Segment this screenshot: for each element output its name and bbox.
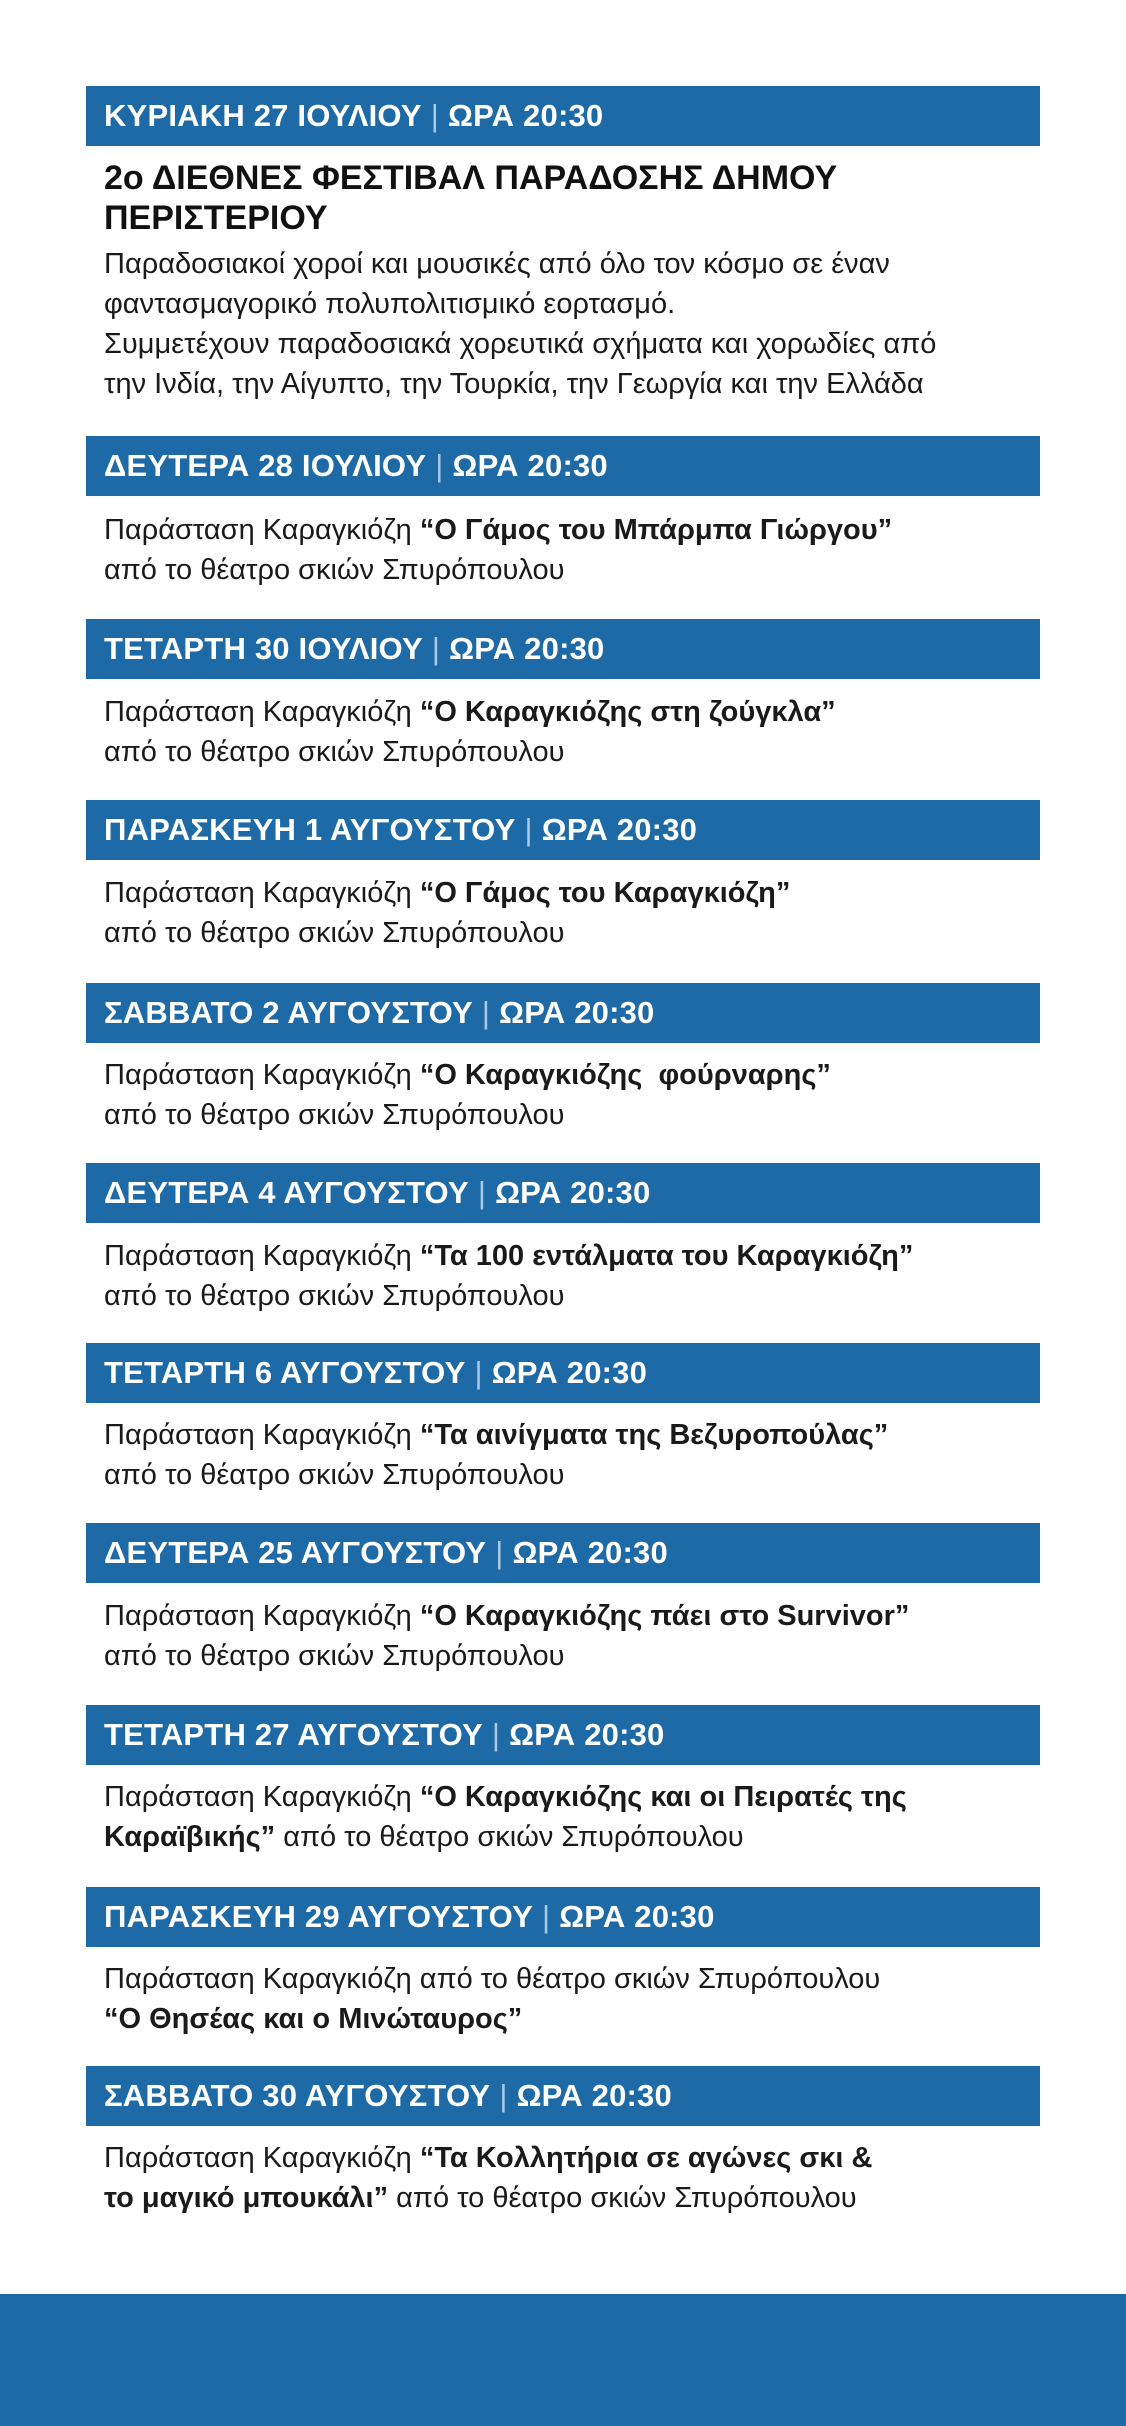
event-description — [104, 1055, 1034, 1135]
show-title: “Ο Καραγκιόζης στη ζούγκλα” — [419, 696, 836, 728]
event-intro-venue: Παράσταση Καραγκιόζη από το θέατρο σκιών Σπυρόπουλου — [104, 1963, 881, 1995]
show-title: “Ο Καραγκιόζης πάει στο Survivor” — [419, 1600, 910, 1632]
event-date: ΔΕΥΤΕΡΑ 25 ΑΥΓΟΥΣΤΟΥ — [104, 1535, 487, 1570]
event-time: ΩΡΑ 20:30 — [516, 2078, 672, 2113]
event-venue: από το θέατρο σκιών Σπυρόπουλου — [104, 1640, 565, 1672]
event-time: ΩΡΑ 20:30 — [541, 812, 698, 847]
event-header — [86, 1523, 1040, 1583]
footer-band — [0, 2294, 1126, 2426]
event-time: ΩΡΑ 20:30 — [512, 1535, 668, 1570]
event-venue: από το θέατρο σκιών Σπυρόπουλου — [104, 1099, 565, 1131]
event-header — [86, 1343, 1040, 1403]
event-intro: Παράσταση Καραγκιόζη — [104, 2142, 420, 2174]
event-date: ΚΥΡΙΑΚΗ 27 ΙΟΥΛΙΟΥ — [104, 98, 422, 133]
festival-title — [104, 158, 1034, 238]
show-title-line1: “Ο Καραγκιόζης και οι Πειρατές της — [419, 1781, 907, 1813]
show-title: “Τα 100 εντάλματα του Καραγκιόζη” — [419, 1240, 914, 1272]
event-date: ΣΑΒΒΑΤΟ 30 ΑΥΓΟΥΣΤΟΥ — [104, 2078, 491, 2113]
event-date: ΔΕΥΤΕΡΑ 28 ΙΟΥΛΙΟΥ — [104, 448, 427, 483]
event-description — [104, 510, 1034, 590]
event-venue: από το θέατρο σκιών Σπυρόπουλου — [104, 736, 565, 768]
event-date: ΤΕΤΑΡΤΗ 27 ΑΥΓΟΥΣΤΟΥ — [104, 1717, 483, 1752]
separator: | — [430, 98, 440, 133]
event-time: ΩΡΑ 20:30 — [452, 448, 608, 483]
event-description — [104, 1236, 1034, 1316]
event-time: ΩΡΑ 20:30 — [495, 1175, 651, 1210]
event-header — [86, 1887, 1040, 1947]
event-description — [104, 1596, 1034, 1676]
show-title: “Ο Θησέας και ο Μινώταυρος” — [104, 2003, 523, 2035]
event-intro: Παράσταση Καραγκιόζη — [104, 877, 420, 909]
event-time: ΩΡΑ 20:30 — [499, 995, 655, 1030]
event-header — [86, 619, 1040, 679]
event-description — [104, 1959, 1034, 2039]
festival-desc-line: Παραδοσιακοί χοροί και μουσικές από όλο τον κόσμο σε έναν — [104, 248, 890, 280]
show-title: “Ο Γάμος του Μπάρμπα Γιώργου” — [419, 514, 893, 546]
festival-desc-line: την Ινδία, την Αίγυπτο, την Τουρκία, την Γεωργία και την Ελλάδα — [104, 368, 924, 400]
event-header — [86, 1163, 1040, 1223]
event-intro: Παράσταση Καραγκιόζη — [104, 514, 420, 546]
event-venue: από το θέατρο σκιών Σπυρόπουλου — [388, 2182, 857, 2214]
event-venue: από το θέατρο σκιών Σπυρόπουλου — [104, 1280, 565, 1312]
festival-title-line1: 2ο ΔΙΕΘΝΕΣ ΦΕΣΤΙΒΑΛ ΠΑΡΑΔΟΣΗΣ ΔΗΜΟΥ — [104, 159, 838, 197]
event-header — [86, 1705, 1040, 1765]
separator: | — [499, 2078, 508, 2113]
show-title: “Ο Γάμος του Καραγκιόζη” — [419, 877, 791, 909]
event-description — [104, 1415, 1034, 1495]
event-venue: από το θέατρο σκιών Σπυρόπουλου — [104, 554, 565, 586]
event-venue: από το θέατρο σκιών Σπυρόπουλου — [104, 917, 565, 949]
separator: | — [495, 1535, 504, 1570]
event-description — [104, 873, 1034, 953]
event-intro: Παράσταση Καραγκιόζη — [104, 1059, 420, 1091]
festival-desc-line: Συμμετέχουν παραδοσιακά χορευτικά σχήματα και χορωδίες από — [104, 328, 937, 360]
separator: | — [524, 812, 533, 847]
event-header — [86, 983, 1040, 1043]
event-description — [104, 692, 1034, 772]
event-venue: από το θέατρο σκιών Σπυρόπουλου — [275, 1821, 744, 1853]
show-title: “Ο Καραγκιόζης φούρναρης” — [419, 1059, 831, 1091]
event-date: ΠΑΡΑΣΚΕΥΗ 29 ΑΥΓΟΥΣΤΟΥ — [104, 1899, 533, 1934]
event-date: ΤΕΤΑΡΤΗ 6 ΑΥΓΟΥΣΤΟΥ — [104, 1355, 466, 1390]
event-header — [86, 436, 1040, 496]
show-title-line1: “Τα Κολλητήρια σε αγώνες σκι & — [419, 2142, 873, 2174]
separator: | — [481, 995, 491, 1030]
event-intro: Παράσταση Καραγκιόζη — [104, 1240, 420, 1272]
event-intro: Παράσταση Καραγκιόζη — [104, 1419, 420, 1451]
show-title-line2: Καραϊβικής” — [104, 1821, 276, 1853]
event-intro: Παράσταση Καραγκιόζη — [104, 1781, 420, 1813]
event-time: ΩΡΑ 20:30 — [509, 1717, 665, 1752]
event-date: ΔΕΥΤΕΡΑ 4 ΑΥΓΟΥΣΤΟΥ — [104, 1175, 469, 1210]
event-time: ΩΡΑ 20:30 — [559, 1899, 715, 1934]
event-header — [86, 800, 1040, 860]
festival-description — [104, 244, 1034, 404]
separator: | — [431, 631, 441, 666]
event-time: ΩΡΑ 20:30 — [449, 631, 605, 666]
event-intro: Παράσταση Καραγκιόζη — [104, 696, 420, 728]
event-venue: από το θέατρο σκιών Σπυρόπουλου — [104, 1459, 565, 1491]
show-title: “Τα αινίγματα της Βεζυροπούλας” — [419, 1419, 889, 1451]
event-date: ΣΑΒΒΑΤΟ 2 ΑΥΓΟΥΣΤΟΥ — [104, 995, 473, 1030]
event-description — [104, 1777, 1034, 1857]
event-date: ΤΕΤΑΡΤΗ 30 ΙΟΥΛΙΟΥ — [104, 631, 423, 666]
festival-title-line2: ΠΕΡΙΣΤΕΡΙΟΥ — [104, 199, 328, 237]
event-header — [86, 86, 1040, 146]
separator: | — [435, 448, 444, 483]
event-header — [86, 2066, 1040, 2126]
separator: | — [541, 1899, 551, 1934]
event-intro: Παράσταση Καραγκιόζη — [104, 1600, 420, 1632]
event-time: ΩΡΑ 20:30 — [491, 1355, 648, 1390]
event-description — [104, 2138, 1034, 2218]
separator: | — [474, 1355, 483, 1390]
separator: | — [491, 1717, 501, 1752]
show-title-line2: το μαγικό μπουκάλι” — [104, 2182, 389, 2214]
festival-desc-line: φαντασμαγορικό πολυπολιτισμικό εορτασμό. — [104, 288, 676, 320]
event-date: ΠΑΡΑΣΚΕΥΗ 1 ΑΥΓΟΥΣΤΟΥ — [104, 812, 516, 847]
separator: | — [477, 1175, 487, 1210]
event-time: ΩΡΑ 20:30 — [448, 98, 604, 133]
